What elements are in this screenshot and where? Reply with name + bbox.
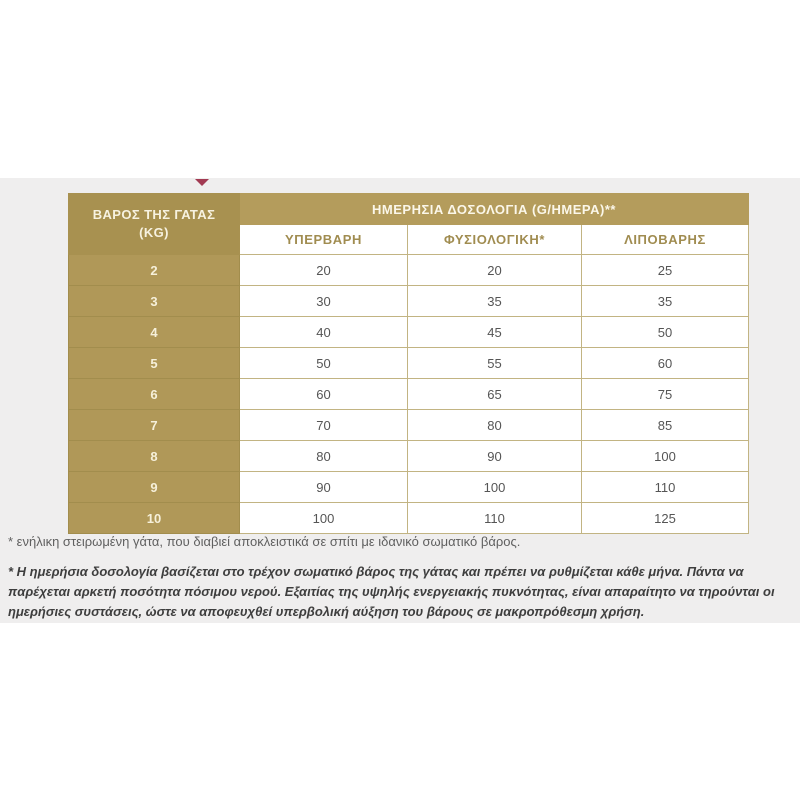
corner-header-line1: ΒΑΡΟΣ ΤΗΣ ΓΑΤΑΣ xyxy=(92,206,216,222)
dose-cell: 30 xyxy=(240,286,408,317)
footnote-dosage-disclaimer: * Η ημερήσια δοσολογία βασίζεται στο τρέχον σωματικό βάρος της γάτας και πρέπει να ρυθμίζεται κάθε μήνα. Πάντα να παρέχεται αρκετή ποσότητα πόσιμου νερού. Εξαιτίας της υψηλής ενεργειακής πυκνότητας, είναι απαραίτητο να τηρούνται οι ημερήσιες συστάσεις, ώστε να αποφευχθεί υπερβολική αύξηση του βάρους σε μακροπρόθεσμη χρήση. xyxy=(8,564,775,619)
feeding-table xyxy=(68,193,749,534)
weight-cell: 8 xyxy=(69,441,240,472)
dose-cell: 25 xyxy=(582,255,749,286)
weight-cell: 4 xyxy=(69,317,240,348)
dose-cell: 90 xyxy=(408,441,582,472)
column-header-overweight: ΥΠΕΡΒΑΡΗ xyxy=(240,225,408,255)
dose-cell: 20 xyxy=(240,255,408,286)
table-row xyxy=(69,503,749,534)
dose-cell: 20 xyxy=(408,255,582,286)
dose-cell: 40 xyxy=(240,317,408,348)
corner-header-cell xyxy=(69,194,240,255)
corner-header-line2: (KG) xyxy=(139,225,169,240)
weight-cell: 5 xyxy=(69,348,240,379)
table-row xyxy=(69,379,749,410)
table-row xyxy=(69,286,749,317)
dose-cell: 60 xyxy=(582,348,749,379)
table-body xyxy=(69,255,749,534)
dose-cell: 35 xyxy=(582,286,749,317)
feeding-table-container xyxy=(68,193,749,534)
dose-cell: 80 xyxy=(408,410,582,441)
weight-cell: 2 xyxy=(69,255,240,286)
weight-cell: 10 xyxy=(69,503,240,534)
dose-cell: 60 xyxy=(240,379,408,410)
dose-cell: 125 xyxy=(582,503,749,534)
group-header-cell: ΗΜΕΡΗΣΙΑ ΔΟΣΟΛΟΓΙΑ (G/ΗΜΕΡΑ)** xyxy=(240,194,749,225)
dose-cell: 80 xyxy=(240,441,408,472)
dose-cell: 70 xyxy=(240,410,408,441)
weight-cell: 7 xyxy=(69,410,240,441)
column-header-normal: ΦΥΣΙΟΛΟΓΙΚΗ* xyxy=(408,225,582,255)
footnote-single-asterisk: * ενήλικη στειρωμένη γάτα, που διαβιεί αποκλειστικά σε σπίτι με ιδανικό σωματικό βάρος. xyxy=(8,534,521,549)
dose-cell: 55 xyxy=(408,348,582,379)
dose-cell: 45 xyxy=(408,317,582,348)
dose-cell: 50 xyxy=(582,317,749,348)
weight-cell: 6 xyxy=(69,379,240,410)
dose-cell: 100 xyxy=(240,503,408,534)
dose-cell: 85 xyxy=(582,410,749,441)
dose-cell: 50 xyxy=(240,348,408,379)
dose-cell: 110 xyxy=(582,472,749,503)
dose-cell: 100 xyxy=(408,472,582,503)
table-row xyxy=(69,317,749,348)
table-row xyxy=(69,441,749,472)
column-header-underweight: ΛΙΠΟΒΑΡΗΣ xyxy=(582,225,749,255)
dose-cell: 35 xyxy=(408,286,582,317)
table-row xyxy=(69,472,749,503)
dose-cell: 90 xyxy=(240,472,408,503)
weight-cell: 3 xyxy=(69,286,240,317)
table-header-row-1 xyxy=(69,194,749,225)
weight-cell: 9 xyxy=(69,472,240,503)
table-row xyxy=(69,410,749,441)
dose-cell: 75 xyxy=(582,379,749,410)
table-row xyxy=(69,255,749,286)
dose-cell: 65 xyxy=(408,379,582,410)
dose-cell: 100 xyxy=(582,441,749,472)
table-row xyxy=(69,348,749,379)
active-tab-arrow-icon xyxy=(195,179,209,186)
dose-cell: 110 xyxy=(408,503,582,534)
